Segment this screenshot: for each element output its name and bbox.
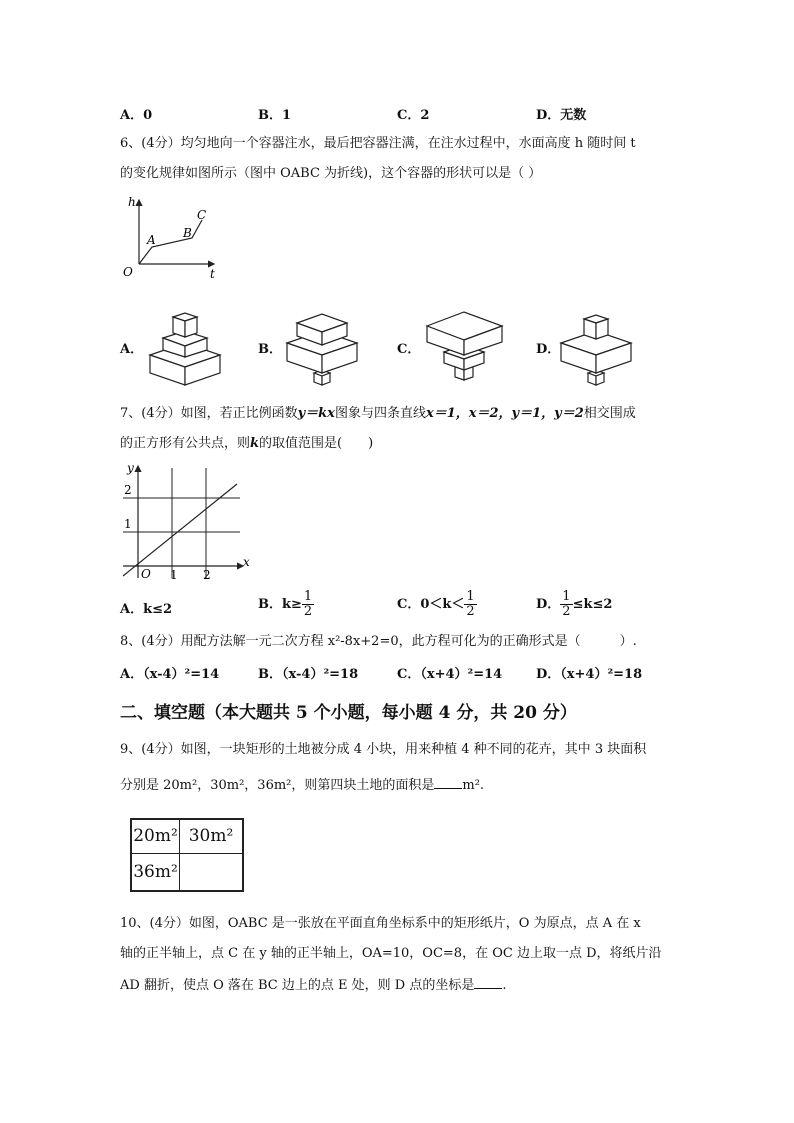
- q7-label-x: x: [243, 555, 250, 569]
- q7-option-d: [536, 590, 612, 619]
- q6-label-c: C: [197, 208, 207, 222]
- q10-stem-part1: AD 翻折，使点 O 落在 BC 边上的点 E 处，则 D 点的坐标是: [120, 978, 475, 993]
- q7-function: y＝kx: [297, 406, 335, 421]
- q6-option-a-figure: [145, 305, 225, 390]
- q7-stem-part4: 的正方形有公共点，则: [120, 436, 251, 451]
- q7-stem-line2: [120, 434, 373, 454]
- fraction-denominator: 2: [303, 604, 313, 619]
- q9-land-grid: [130, 818, 244, 892]
- q7-option-d-text-post: ≤k≤2: [572, 597, 613, 612]
- q7-tick-x2: 2: [203, 568, 211, 582]
- q8-option-b: B．（x-4）²=18: [258, 667, 359, 682]
- q6-label-h: h: [128, 195, 136, 209]
- q7-tick-x1: 1: [170, 568, 178, 582]
- q6-option-b-label: B．: [258, 342, 282, 357]
- section-fill-in-title: 二、填空题（本大题共 5 个小题，每小题 4 分，共 20 分）: [120, 703, 577, 723]
- q7-option-d-fraction: [560, 590, 572, 619]
- q9-cell-30: 30m²: [180, 820, 242, 854]
- q8-option-d: D．（x+4）²=18: [536, 667, 643, 682]
- q7-option-b-fraction: [302, 590, 314, 619]
- q8-option-c: C．（x+4）²=14: [397, 667, 503, 682]
- q7-stem-part5: 的取值范围是( ): [259, 436, 374, 451]
- q6-stem-line2: 的变化规律如图所示（图中 OABC 为折线)，这个容器的形状可以是（ ）: [120, 166, 542, 181]
- q7-option-c-text: C．0＜k＜: [397, 597, 465, 612]
- q7-stem-line1: [120, 404, 636, 424]
- q7-option-a: A．k≤2: [120, 602, 173, 617]
- q9-stem-line2: [120, 774, 484, 796]
- q9-stem-part2: m².: [462, 778, 485, 793]
- q7-label-o: O: [141, 567, 151, 581]
- q7-tick-y2: 2: [124, 483, 132, 497]
- q10-stem-line3: [120, 974, 506, 996]
- fraction-denominator: 2: [466, 604, 475, 619]
- q7-tick-y1: 1: [124, 517, 132, 531]
- q6-option-d-figure: [556, 305, 636, 390]
- q10-stem-line1: 10、(4分）如图，OABC 是一张放在平面直角坐标系中的矩形纸片，O 为原点，点 A 在 x: [120, 916, 641, 931]
- q7-option-c: [397, 590, 477, 619]
- q5-option-a: A．0: [120, 108, 153, 123]
- q10-answer-blank: [474, 974, 502, 989]
- q5-option-d: D．无数: [536, 108, 587, 123]
- q9-cell-unknown: [180, 854, 242, 890]
- q8-stem: 8、(4分）用配方法解一元二次方程 x²-8x+2=0，此方程可化为的正确形式是（ ）.: [120, 634, 637, 649]
- q7-option-b: [258, 590, 314, 619]
- q6-option-b-figure: [282, 305, 362, 390]
- q8-option-a: A．（x-4）²=14: [120, 667, 220, 682]
- q6-height-time-graph: [114, 192, 224, 282]
- fraction-numerator: 1: [466, 589, 475, 604]
- q7-k: k: [250, 436, 260, 451]
- q7-option-b-text: B．k≥: [258, 597, 302, 612]
- q10-stem-part2: .: [502, 978, 507, 993]
- q9-cell-20: 20m²: [132, 820, 180, 854]
- q6-label-t: t: [210, 267, 215, 281]
- q7-stem-part3: 相交围成: [583, 406, 636, 421]
- q7-stem-part2: 图象与四条直线: [334, 406, 426, 421]
- q5-option-c: C．2: [397, 108, 430, 123]
- q7-lines: x＝1，x＝2，y＝1，y＝2: [425, 406, 584, 421]
- q6-label-a: A: [147, 233, 156, 247]
- q9-answer-blank: [434, 774, 462, 789]
- q7-option-d-text: D．: [536, 597, 561, 612]
- q6-option-a-label: A．: [120, 342, 144, 357]
- q7-option-c-fraction: [464, 590, 476, 619]
- q6-label-b: B: [183, 226, 192, 240]
- q7-label-y: y: [127, 461, 134, 475]
- q10-stem-line2: 轴的正半轴上，点 C 在 y 轴的正半轴上，OA=10，OC=8，在 OC 边上取一点 D，将纸片沿: [120, 946, 662, 961]
- q9-stem-line1: 9、(4分）如图，一块矩形的土地被分成 4 小块，用来种植 4 种不同的花卉，其中 3 块面积: [120, 742, 647, 757]
- q6-stem-line1: 6、(4分）均匀地向一个容器注水，最后把容器注满，在注水过程中，水面高度 h 随时间 t: [120, 136, 636, 151]
- q6-option-c-label: C．: [397, 342, 421, 357]
- fraction-denominator: 2: [562, 604, 571, 619]
- q6-label-o: O: [123, 265, 133, 279]
- q7-coordinate-graph: [115, 460, 260, 585]
- fraction-numerator: 1: [303, 589, 313, 604]
- q9-cell-36: 36m²: [132, 854, 180, 890]
- fraction-numerator: 1: [562, 589, 571, 604]
- q7-stem-part1: 7、(4分）如图，若正比例函数: [120, 406, 298, 421]
- q5-option-b: B．1: [258, 108, 292, 123]
- q6-option-d-label: D．: [536, 342, 561, 357]
- q9-stem-part1: 分别是 20m²，30m²，36m²，则第四块土地的面积是: [120, 778, 435, 793]
- q6-option-c-figure: [422, 300, 507, 385]
